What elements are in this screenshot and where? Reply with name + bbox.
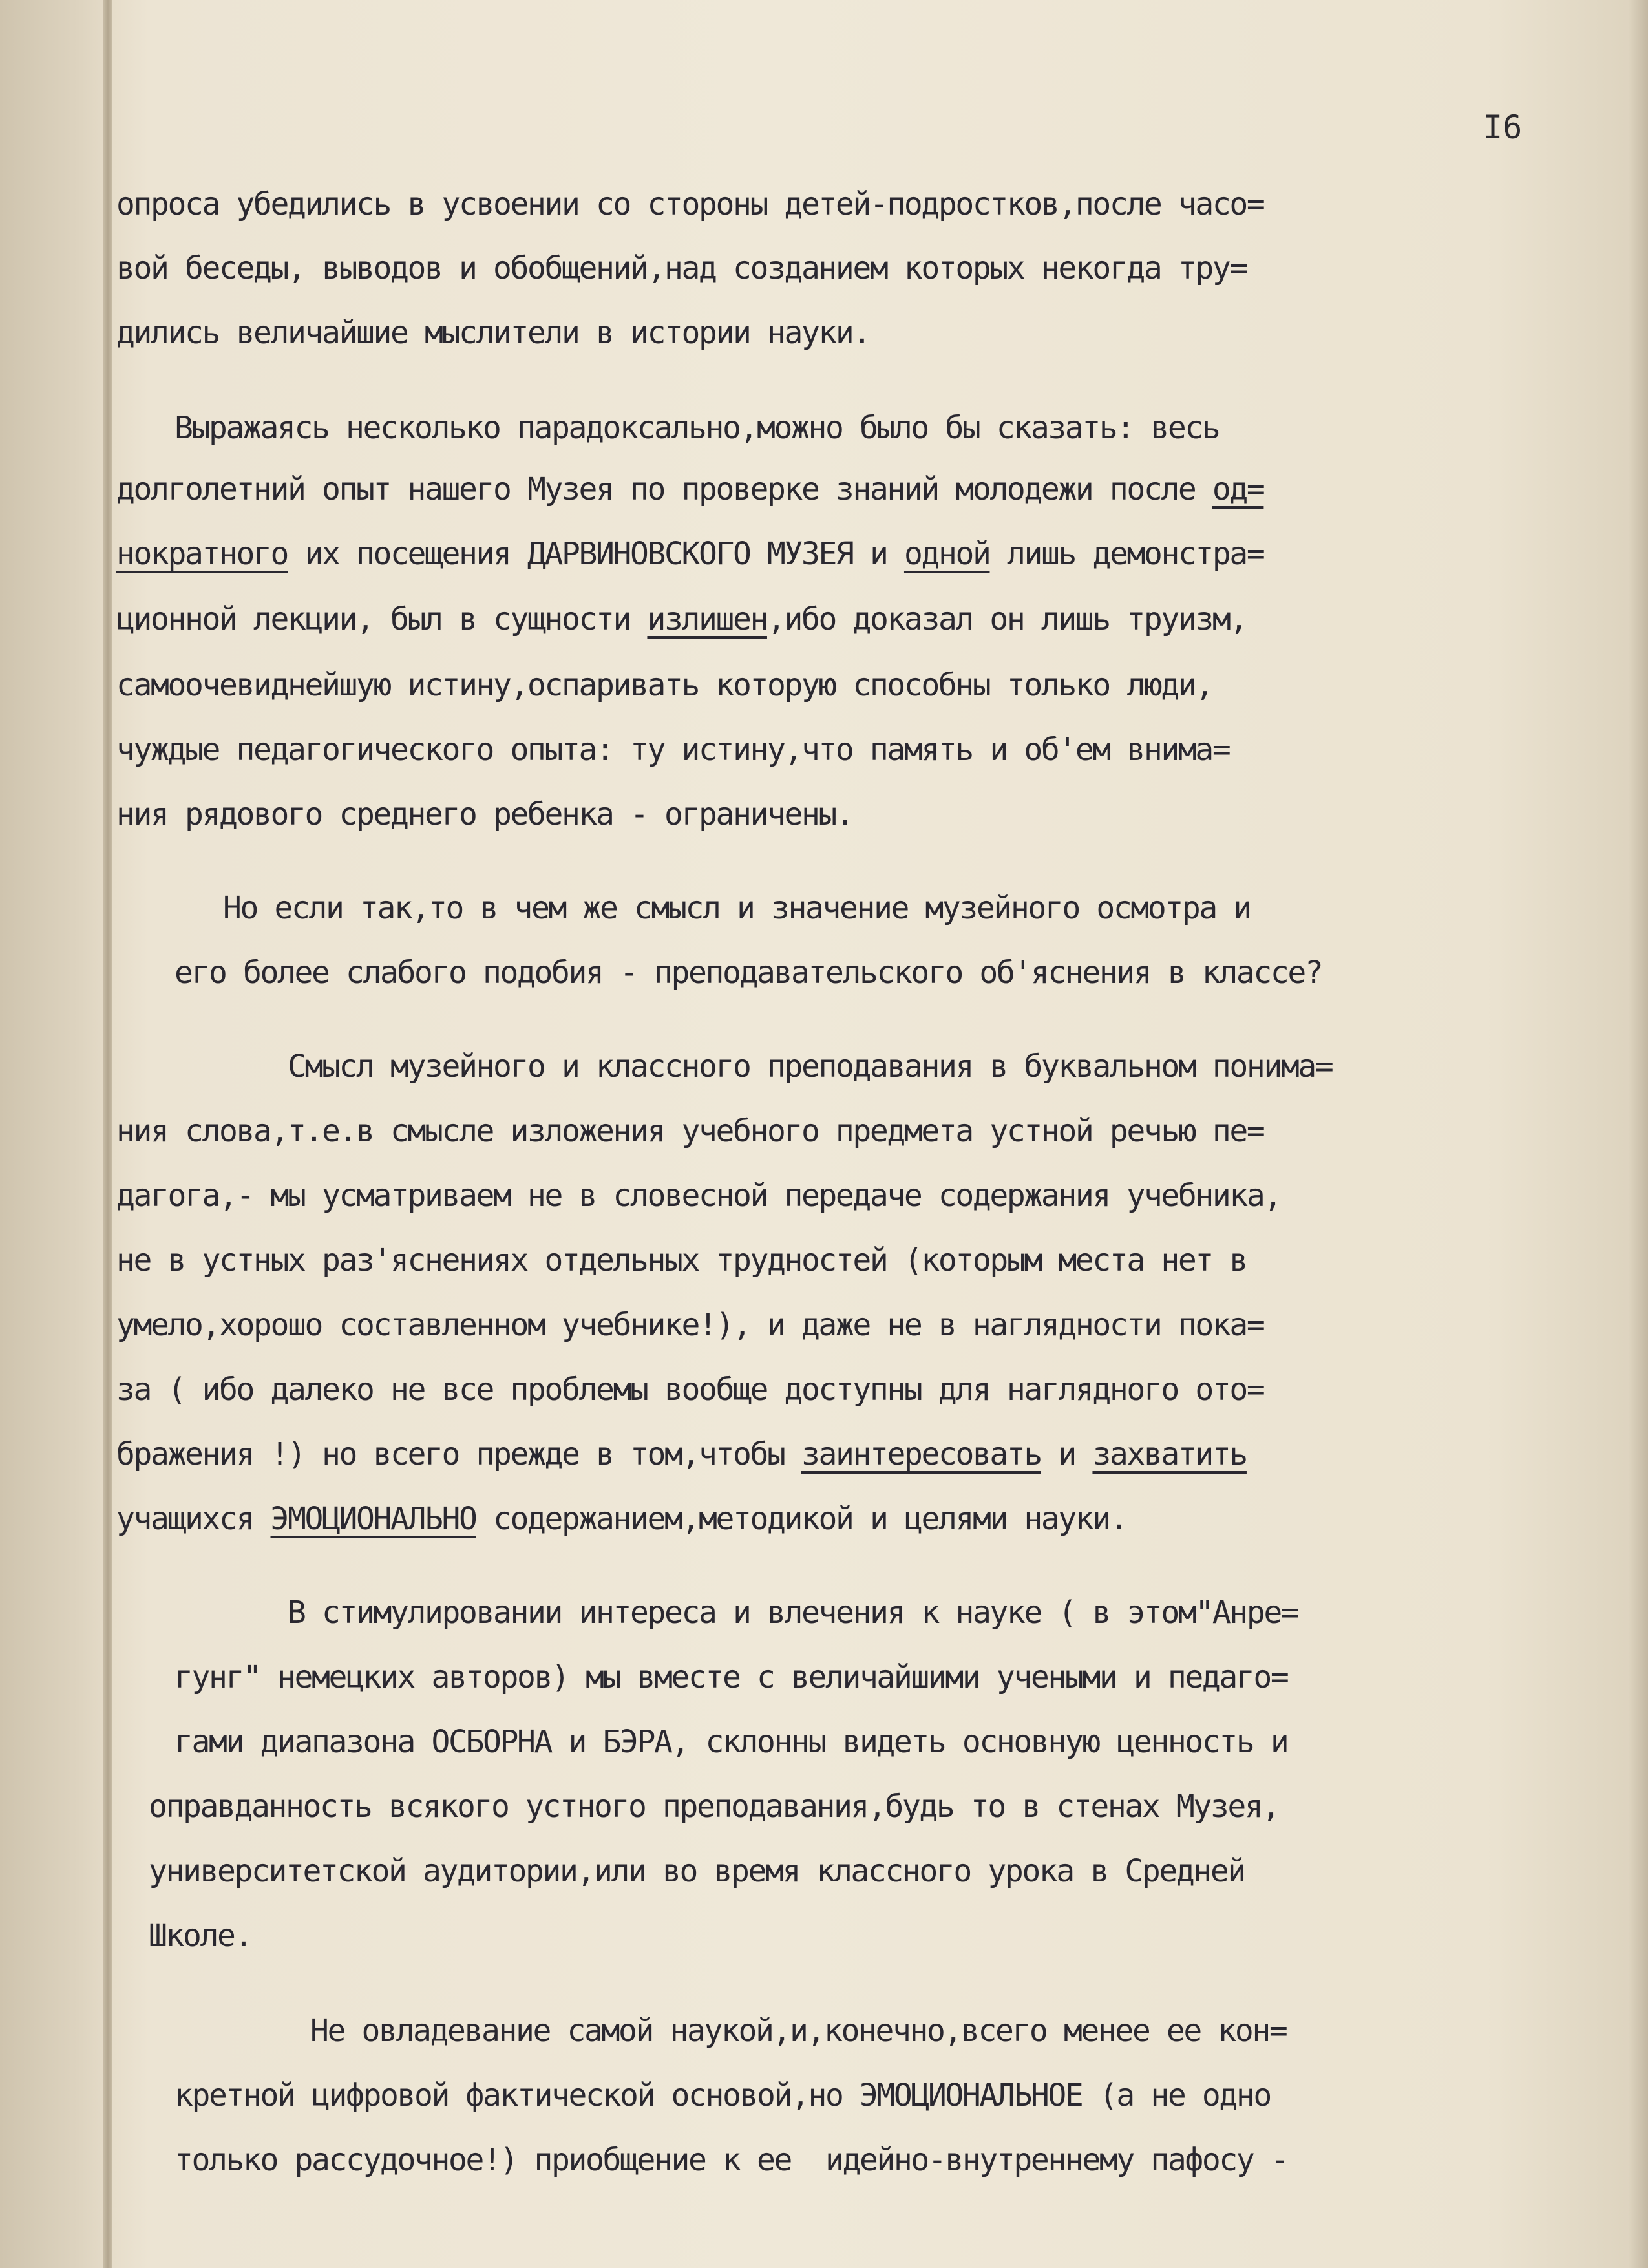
underlined-text: од= [1212, 471, 1264, 507]
text-segment: кретной цифровой фактической основой,но ЭМОЦИОНАЛЬНОЕ (а не одно [174, 2077, 1271, 2114]
text-segment: Не овладевание самой наукой,и,конечно,всего менее ее кон= [310, 2013, 1287, 2049]
underlined-text: захватить [1092, 1436, 1247, 1472]
text-segment: Выражаясь несколько парадоксально,можно было бы сказать: весь [174, 410, 1220, 446]
text-line [116, 470, 1263, 509]
text-segment: оправданность всякого устного преподавания,будь то в стенах Музея, [149, 1788, 1279, 1825]
text-line [174, 408, 1219, 447]
text-segment: их посещения ДАРВИНОВСКОГО МУЗЕЯ и [288, 536, 904, 572]
page-right-edge [1629, 0, 1648, 2268]
text-line [174, 953, 1322, 992]
text-line [116, 1176, 1281, 1215]
text-segment: его более слабого подобия - преподавательского об'яснения в классе? [174, 955, 1322, 991]
text-line [149, 1916, 251, 1955]
text-line [116, 185, 1263, 224]
text-line [116, 1435, 1247, 1474]
text-line [149, 1852, 1245, 1891]
text-segment: содержанием,методикой и целями науки. [476, 1501, 1127, 1537]
text-segment: учащихся [116, 1501, 271, 1537]
text-segment: за ( ибо далеко не все проблемы вообще доступны для наглядного ото= [116, 1372, 1264, 1408]
text-segment: не в устных раз'яснениях отдельных трудностей (которым места нет в [116, 1242, 1247, 1278]
text-line [116, 1241, 1247, 1280]
text-line [174, 1658, 1287, 1697]
page-binding-edge [103, 0, 112, 2268]
text-segment: дагога,- мы усматриваем не в словесной передаче содержания учебника, [116, 1178, 1281, 1214]
text-line [116, 666, 1212, 705]
text-line [288, 1593, 1298, 1632]
text-segment: гунг" немецких авторов) мы вместе с величайшими учеными и педаго= [174, 1659, 1288, 1695]
text-line [116, 1306, 1263, 1344]
text-segment: умело,хорошо составленном учебнике!), и даже не в наглядности пока= [116, 1307, 1264, 1343]
text-segment: долголетний опыт нашего Музея по проверке знаний молодежи после [116, 471, 1212, 507]
text-segment: бражения !) но всего прежде в том,чтобы [116, 1436, 801, 1472]
text-line [116, 249, 1247, 288]
text-segment: Но если так,то в чем же смысл и значение музейного осмотра и [223, 890, 1251, 926]
text-segment: вой беседы, выводов и обобщений,над созданием которых некогда тру= [116, 250, 1247, 286]
text-segment: и [1041, 1436, 1093, 1472]
text-line [174, 2141, 1287, 2179]
text-segment: чуждые педагогического опыта: ту истину,что память и об'ем внима= [116, 732, 1230, 768]
text-line [116, 313, 870, 352]
underlined-text: излишен [647, 601, 767, 637]
text-line [174, 2076, 1271, 2115]
text-line [116, 535, 1263, 573]
page-number: I6 [1483, 109, 1523, 146]
text-line [223, 889, 1251, 927]
underlined-text: заинтересовать [801, 1436, 1041, 1472]
text-segment: ния рядового среднего ребенка - ограничены. [116, 796, 853, 832]
text-segment: В стимулировании интереса и влечения к науке ( в этом"Анре= [288, 1595, 1298, 1631]
text-line [116, 1500, 1126, 1538]
text-segment: ,ибо доказал он лишь труизм, [766, 601, 1247, 637]
text-line [174, 1722, 1287, 1761]
text-segment: университетской аудитории,или во время классного урока в Средней [149, 1853, 1245, 1889]
text-line [149, 1787, 1279, 1826]
text-segment: лишь демонстра= [989, 536, 1264, 572]
text-line [310, 2011, 1286, 2050]
underlined-text: ЭМОЦИОНАЛЬНО [270, 1501, 476, 1537]
text-line [116, 1370, 1263, 1409]
text-segment: дились величайшие мыслители в истории науки. [116, 315, 870, 351]
text-segment: Школе. [149, 1918, 251, 1954]
text-segment: только рассудочное!) приобщение к ее идейно-внутреннему пафосу - [174, 2142, 1288, 2178]
underlined-text: нократного [116, 536, 288, 572]
text-segment: ционной лекции, был в сущности [116, 601, 648, 637]
text-line [288, 1047, 1332, 1086]
text-segment: опроса убедились в усвоении со стороны детей-подростков,после часо= [116, 186, 1264, 222]
text-segment: ния слова,т.е.в смысле изложения учебного предмета устной речью пе= [116, 1113, 1264, 1149]
text-segment: гами диапазона ОСБОРНА и БЭРА, склонны видеть основную ценность и [174, 1724, 1288, 1760]
text-line [116, 600, 1247, 639]
text-line [116, 730, 1229, 769]
text-segment: Смысл музейного и классного преподавания в буквальном понима= [288, 1048, 1333, 1085]
text-segment: самоочевиднейшую истину,оспаривать которую способны только люди, [116, 667, 1212, 703]
underlined-text: одной [903, 536, 990, 572]
text-line [116, 1112, 1263, 1150]
text-line [116, 795, 852, 834]
